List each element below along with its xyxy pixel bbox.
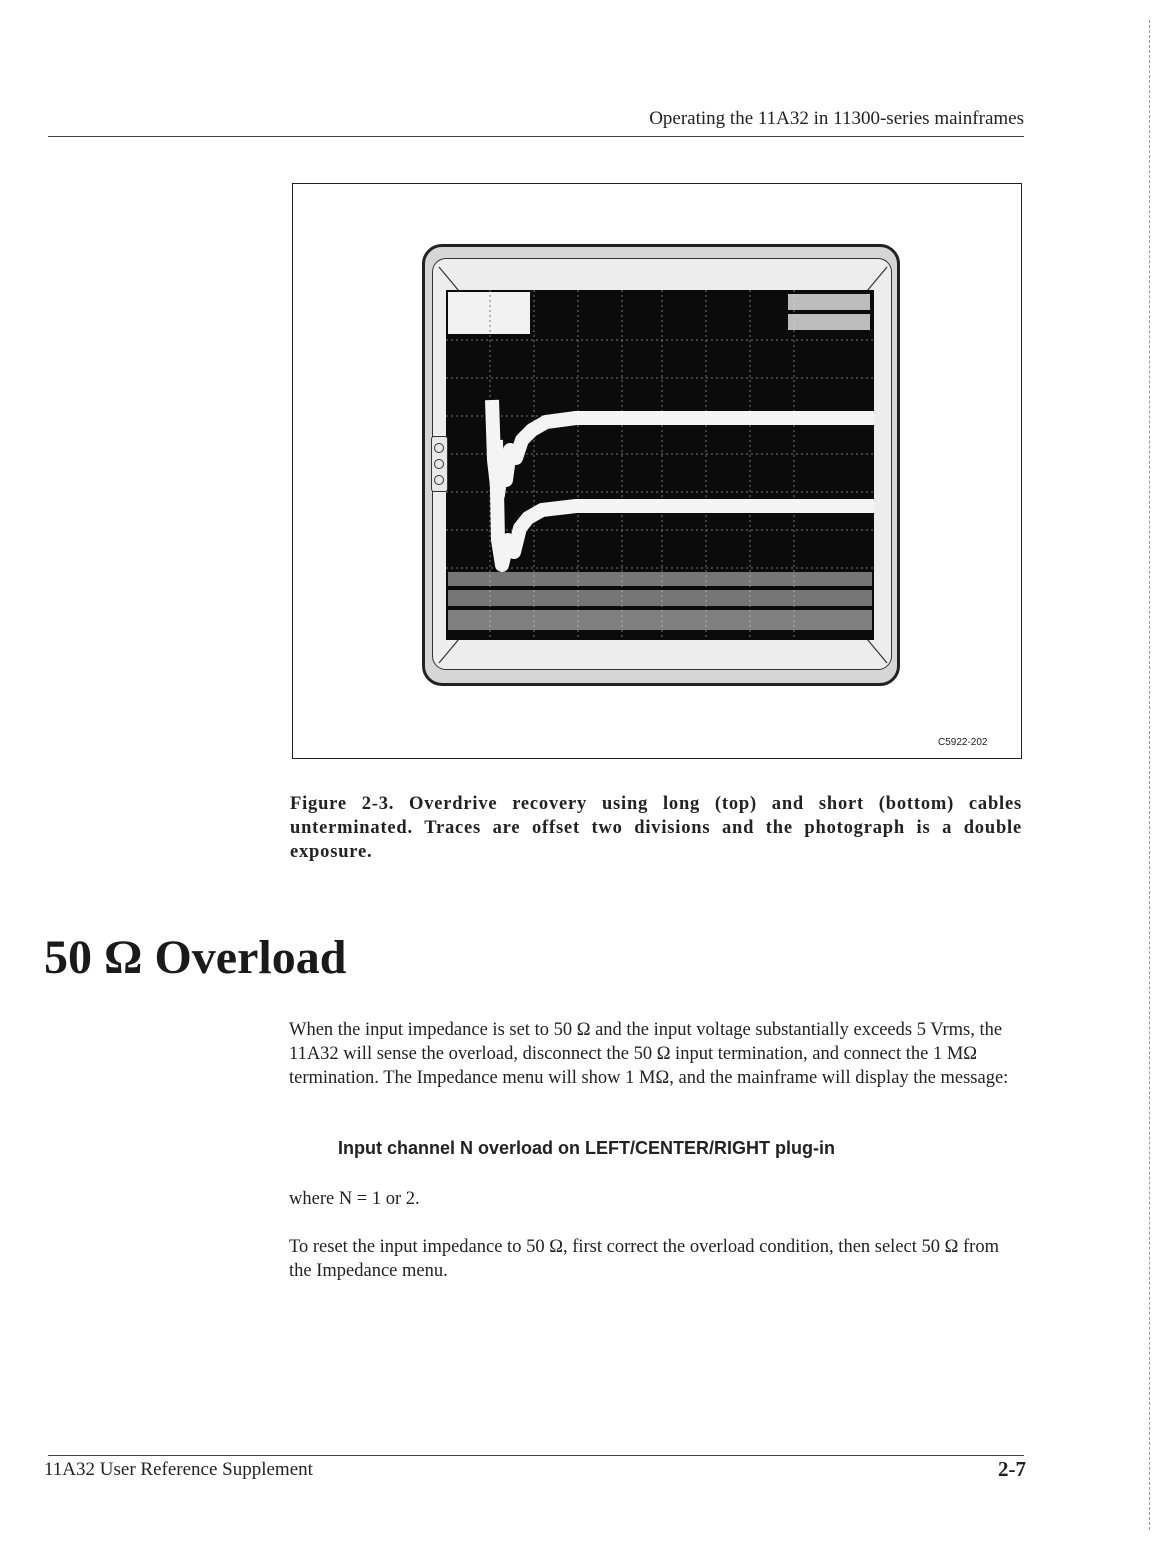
knob-icon [434,443,444,453]
overload-message: Input channel N overload on LEFT/CENTER/RIGHT plug-in [338,1138,835,1158]
footer-document-title: 11A32 User Reference Supplement [44,1459,313,1480]
readout-block-second [788,314,870,330]
knob-icon [434,459,444,469]
paragraph-reset-instructions: To reset the input impedance to 50 Ω, first correct the overload condition, then select 50 Ω from the Impedance menu. [289,1237,999,1281]
readout-block-top [788,294,870,310]
figure-caption: Figure 2-3. Overdrive recovery using long (top) and short (bottom) cables unterminated. Traces are offset two divisions and the photograph is a double exposure. [290,794,1022,862]
readout-row-1 [448,572,872,586]
running-header: Operating the 11A32 in 11300-series mainframes [649,108,1024,129]
scan-edge-marks [1148,20,1150,1530]
readout-row-3 [448,610,872,630]
page-number: 2-7 [998,1457,1026,1481]
readout-row-2 [448,590,872,606]
footer-rule [48,1455,1024,1456]
crt-display [446,290,874,640]
section-heading: 50 Ω Overload [44,931,347,984]
front-panel-knobs [431,436,448,492]
trace-short-cable [496,440,874,565]
knob-icon [434,475,444,485]
trace-long-cable [492,400,874,495]
paragraph-overload-description: When the input impedance is set to 50 Ω and the input voltage substantially exceeds 5 Vrms, the 11A32 will sense the overload, disconnect the 50 Ω input termination, and connect the 1 MΩ termination. The Impedance menu will show 1 MΩ, and the mainframe will display the message: [289,1020,1009,1088]
header-rule [48,136,1024,137]
figure-code: C5922-202 [938,737,988,748]
oscilloscope-crt-photo [446,290,874,640]
paragraph-where-n: where N = 1 or 2. [289,1189,420,1209]
crt-highlight-block [448,292,530,334]
